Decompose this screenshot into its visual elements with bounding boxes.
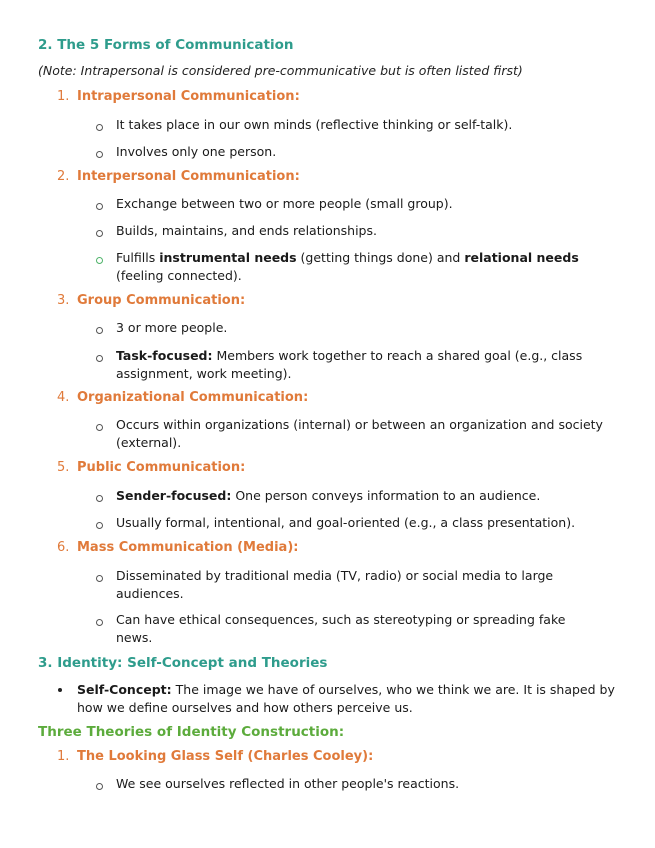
list-number: 2. [57,169,70,184]
list-item-title: Group Communication: [77,293,246,308]
sub-item: Can have ethical consequences, such as stereotyping or spreading fake news. [116,612,566,645]
text-run: The image we have of ourselves, who we think we are. It is shaped by how we define ourselves and how others perceive us. [77,682,615,715]
bold-term: Sender-focused: [116,488,232,503]
list-item-public [57,460,245,475]
circle-bullet-icon [96,783,103,790]
list-item-group [57,293,245,308]
list-item-title: Intrapersonal Communication: [77,89,300,104]
list-item-title: Organizational Communication: [77,390,309,405]
sub-item: Builds, maintains, and ends relationships. [116,223,377,238]
circle-bullet-icon [96,355,103,362]
list-number: 6. [57,540,70,555]
list-number: 1. [57,89,70,104]
circle-bullet-icon [96,151,103,158]
sub-item: Exchange between two or more people (small group). [116,196,453,211]
bold-term: Task-focused: [116,348,213,363]
circle-bullet-icon [96,424,103,431]
list-number: 5. [57,460,70,475]
circle-bullet-icon [96,203,103,210]
text-run: (feeling connected). [116,268,242,283]
section-2-heading: 2. The 5 Forms of Communication [38,37,294,53]
list-item-title: Mass Communication (Media): [77,540,299,555]
theories-heading: Three Theories of Identity Construction: [38,724,345,740]
text-run: Fulfills [116,250,160,265]
list-item-mass [57,540,298,555]
sub-item: Usually formal, intentional, and goal-oriented (e.g., a class presentation). [116,515,576,530]
list-number: 4. [57,390,70,405]
circle-bullet-icon [96,124,103,131]
sub-item: Involves only one person. [116,144,277,159]
list-item-looking-glass-self [57,749,373,764]
list-number: 3. [57,293,70,308]
list-item-title: Interpersonal Communication: [77,169,300,184]
bullet-dot-icon [58,688,62,692]
list-item-title: Public Communication: [77,460,246,475]
sub-item [116,487,621,505]
self-concept-bullet [77,681,622,717]
circle-bullet-icon [96,575,103,582]
list-item-title: The Looking Glass Self (Charles Cooley): [77,749,374,764]
sub-item: We see ourselves reflected in other people's reactions. [116,776,460,791]
circle-bullet-icon [96,257,103,264]
section-3-heading: 3. Identity: Self-Concept and Theories [38,655,328,671]
list-number: 1. [57,749,70,764]
text-run: Members work together to reach a shared goal (e.g., class assignment, work meeting). [116,348,583,381]
circle-bullet-icon [96,619,103,626]
sub-item [116,249,621,285]
bold-term: instrumental needs [159,250,297,265]
sub-item: Disseminated by traditional media (TV, radio) or social media to large audiences. [116,568,554,601]
text-run: One person conveys information to an audience. [231,488,541,503]
sub-item [116,347,621,383]
list-item-organizational [57,390,308,405]
circle-bullet-icon [96,327,103,334]
bold-term: Self-Concept: [77,682,172,697]
circle-bullet-icon [96,522,103,529]
text-run: (getting things done) and [296,250,465,265]
section-2-note: (Note: Intrapersonal is considered pre-communicative but is often listed first) [38,63,523,78]
sub-item: It takes place in our own minds (reflective thinking or self-talk). [116,117,513,132]
circle-bullet-icon [96,230,103,237]
list-item-interpersonal [57,169,300,184]
bold-term: relational needs [464,250,579,265]
sub-item: 3 or more people. [116,320,228,335]
list-item-intrapersonal [57,89,300,104]
sub-item: Occurs within organizations (internal) or between an organization and society (external). [116,417,603,450]
circle-bullet-icon [96,495,103,502]
